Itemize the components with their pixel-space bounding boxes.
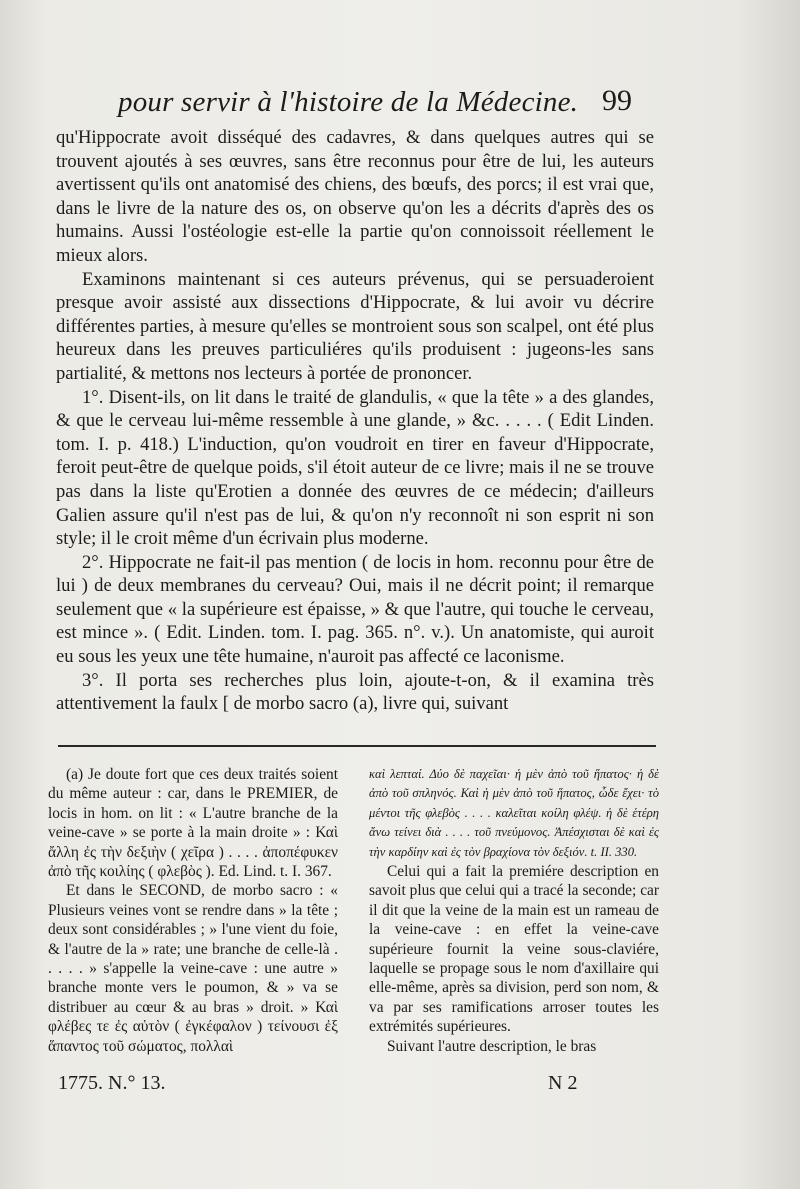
main-paragraph-4: 2°. Hippocrate ne fait-il pas mention ( de locis in hom. reconnu pour être de lui ) de deux membranes du cerveau? Oui, mais il ne décrit point; il remarque seulement que « la supérieure est épaisse, » & que l'autre, qui touche le cerveau, est mince ». ( Edit. Linden. tom. I. pag. 365. n°. v.). Un anatomiste, qui auroit eu sous les yeux une tête humaine, n'auroit pas affecté ce laconisme. xyxy=(56,551,654,668)
footnote-right-column xyxy=(369,765,659,1056)
running-title: pour servir à l'histoire de la Médecine. xyxy=(118,86,579,118)
page-number: 99 xyxy=(602,84,632,117)
issue-date-number: 1775. N.° 13. xyxy=(58,1072,166,1094)
footnote-left-paragraph-1: (a) Je doute fort que ces deux traités soient du même auteur : car, dans le PREMIER, de locis in hom. on lit : « L'autre branche de la veine-cave » se porte à la main droite » : Καὶ ἄλλη ἐς τὴν δεξιὴν ( χεῖρα ) . . . . ἀποπέφυκεν ἀπὸ τῆς κοιλίης ( φλεβὸς ). Ed. Lind. t. I. 367. xyxy=(48,766,338,881)
footnote-left-column xyxy=(48,765,338,1056)
main-paragraph-2: Examinons maintenant si ces auteurs prévenus, qui se persuaderoient presque avoir assisté aux dissections d'Hippocrate, & lui avoir vu décrire différentes parties, à mesure qu'elles se montroient sous son scalpel, ont été plus heureux dans les preuves particuliéres qu'ils produisent : jugeons-les sans partialité, & mettons nos lecteurs à portée de prononcer. xyxy=(56,268,654,384)
footnote-left-paragraph-2: Et dans le SECOND, de morbo sacro : « Plusieurs veines vont se rendre dans » la tête ; deux sont considérables ; » l'une vient du foie, & l'autre de la » rate; une branche de celle-là . . . . . » s'appelle la veine-cave : une autre » branche monte vers le poumon, & » va se distribuer au cœur & au bras » droit. » Καὶ φλέβες τε ἐς αὐτὸν ( ἐγκέφαλον ) τείνουσι ἐξ ἅπαντος τοῦ σώματος, πολλαὶ xyxy=(48,882,338,1055)
footnote-right-paragraph-1: Celui qui a fait la premiére description en savoit plus que celui qui a tracé la seconde; car il dit que la veine de la main est un rameau de la veine-cave : en effet la veine-cave supérieure fournit la veine sous-claviére, laquelle se propage sous le nom d'axillaire qui elle-même, après sa division, perd son nom, & va par ses ramifications arroser toutes les extrémités supérieures. xyxy=(369,863,659,1036)
main-paragraph-1: qu'Hippocrate avoit disséqué des cadavres, & dans quelques autres qui se trouvent ajoutés à ses œuvres, sans être reconnus pour être de lui, les auteurs avertissent qu'ils ont anatomisé des chiens, des bœufs, des porcs; il est vrai que, dans le livre de la nature des os, on observe qu'on les a décrits d'après des os humains. Aussi l'ostéologie est-elle la partie qu'on connoissoit réellement le mieux alors. xyxy=(56,127,654,266)
main-text xyxy=(56,126,654,716)
footnote-greek-quote: καὶ λεπταί. Δύο δὲ παχεῖαι· ἡ μὲν ἀπὸ τοῦ ἥπατος· ἡ δὲ ἀπὸ τοῦ σπληνός. Καὶ ἡ μὲν ἀπὸ τοῦ ἥπατος, ὧδε ἔχει· τὸ μέντοι τῆς φλεβὸς . . . . καλεῖται κοίλη φλέψ. ἡ δὲ ἑτέρη ἄνω τείνει διὰ . . . . τοῦ πνεύμονος. Ἀπέσχισται δὲ καὶ ἐς τὴν καρδίην καὶ ἐς τὸν βραχίονα τὸν δεξιόν. t. II. 330. xyxy=(369,767,659,859)
footnote-right-paragraph-2: Suivant l'autre description, le bras xyxy=(387,1037,597,1055)
signature-mark: N 2 xyxy=(548,1072,578,1094)
footnote-divider xyxy=(58,745,656,747)
main-paragraph-5: 3°. Il porta ses recherches plus loin, ajoute-t-on, & il examina très attentivement la faulx [ de morbo sacro (a), livre qui, suivant xyxy=(56,669,654,715)
main-paragraph-3: 1°. Disent-ils, on lit dans le traité de glandulis, « que la tête » a des glandes, & que le cerveau lui-même ressemble à une glande, » &c. . . . . ( Edit Linden. tom. I. p. 418.) L'induction, qu'on voudroit en tirer en faveur d'Hippocrate, feroit peut-être de quelque poids, s'il étoit auteur de ce livre; mais il ne se trouve pas dans la liste qu'Erotien a donnée des œuvres de ce médecin; d'ailleurs Galien assure qu'il n'est pas de lui, & qu'on n'y reconnoît ni son esprit ni son style; il le croit même d'un écrivain plus moderne. xyxy=(56,386,654,550)
